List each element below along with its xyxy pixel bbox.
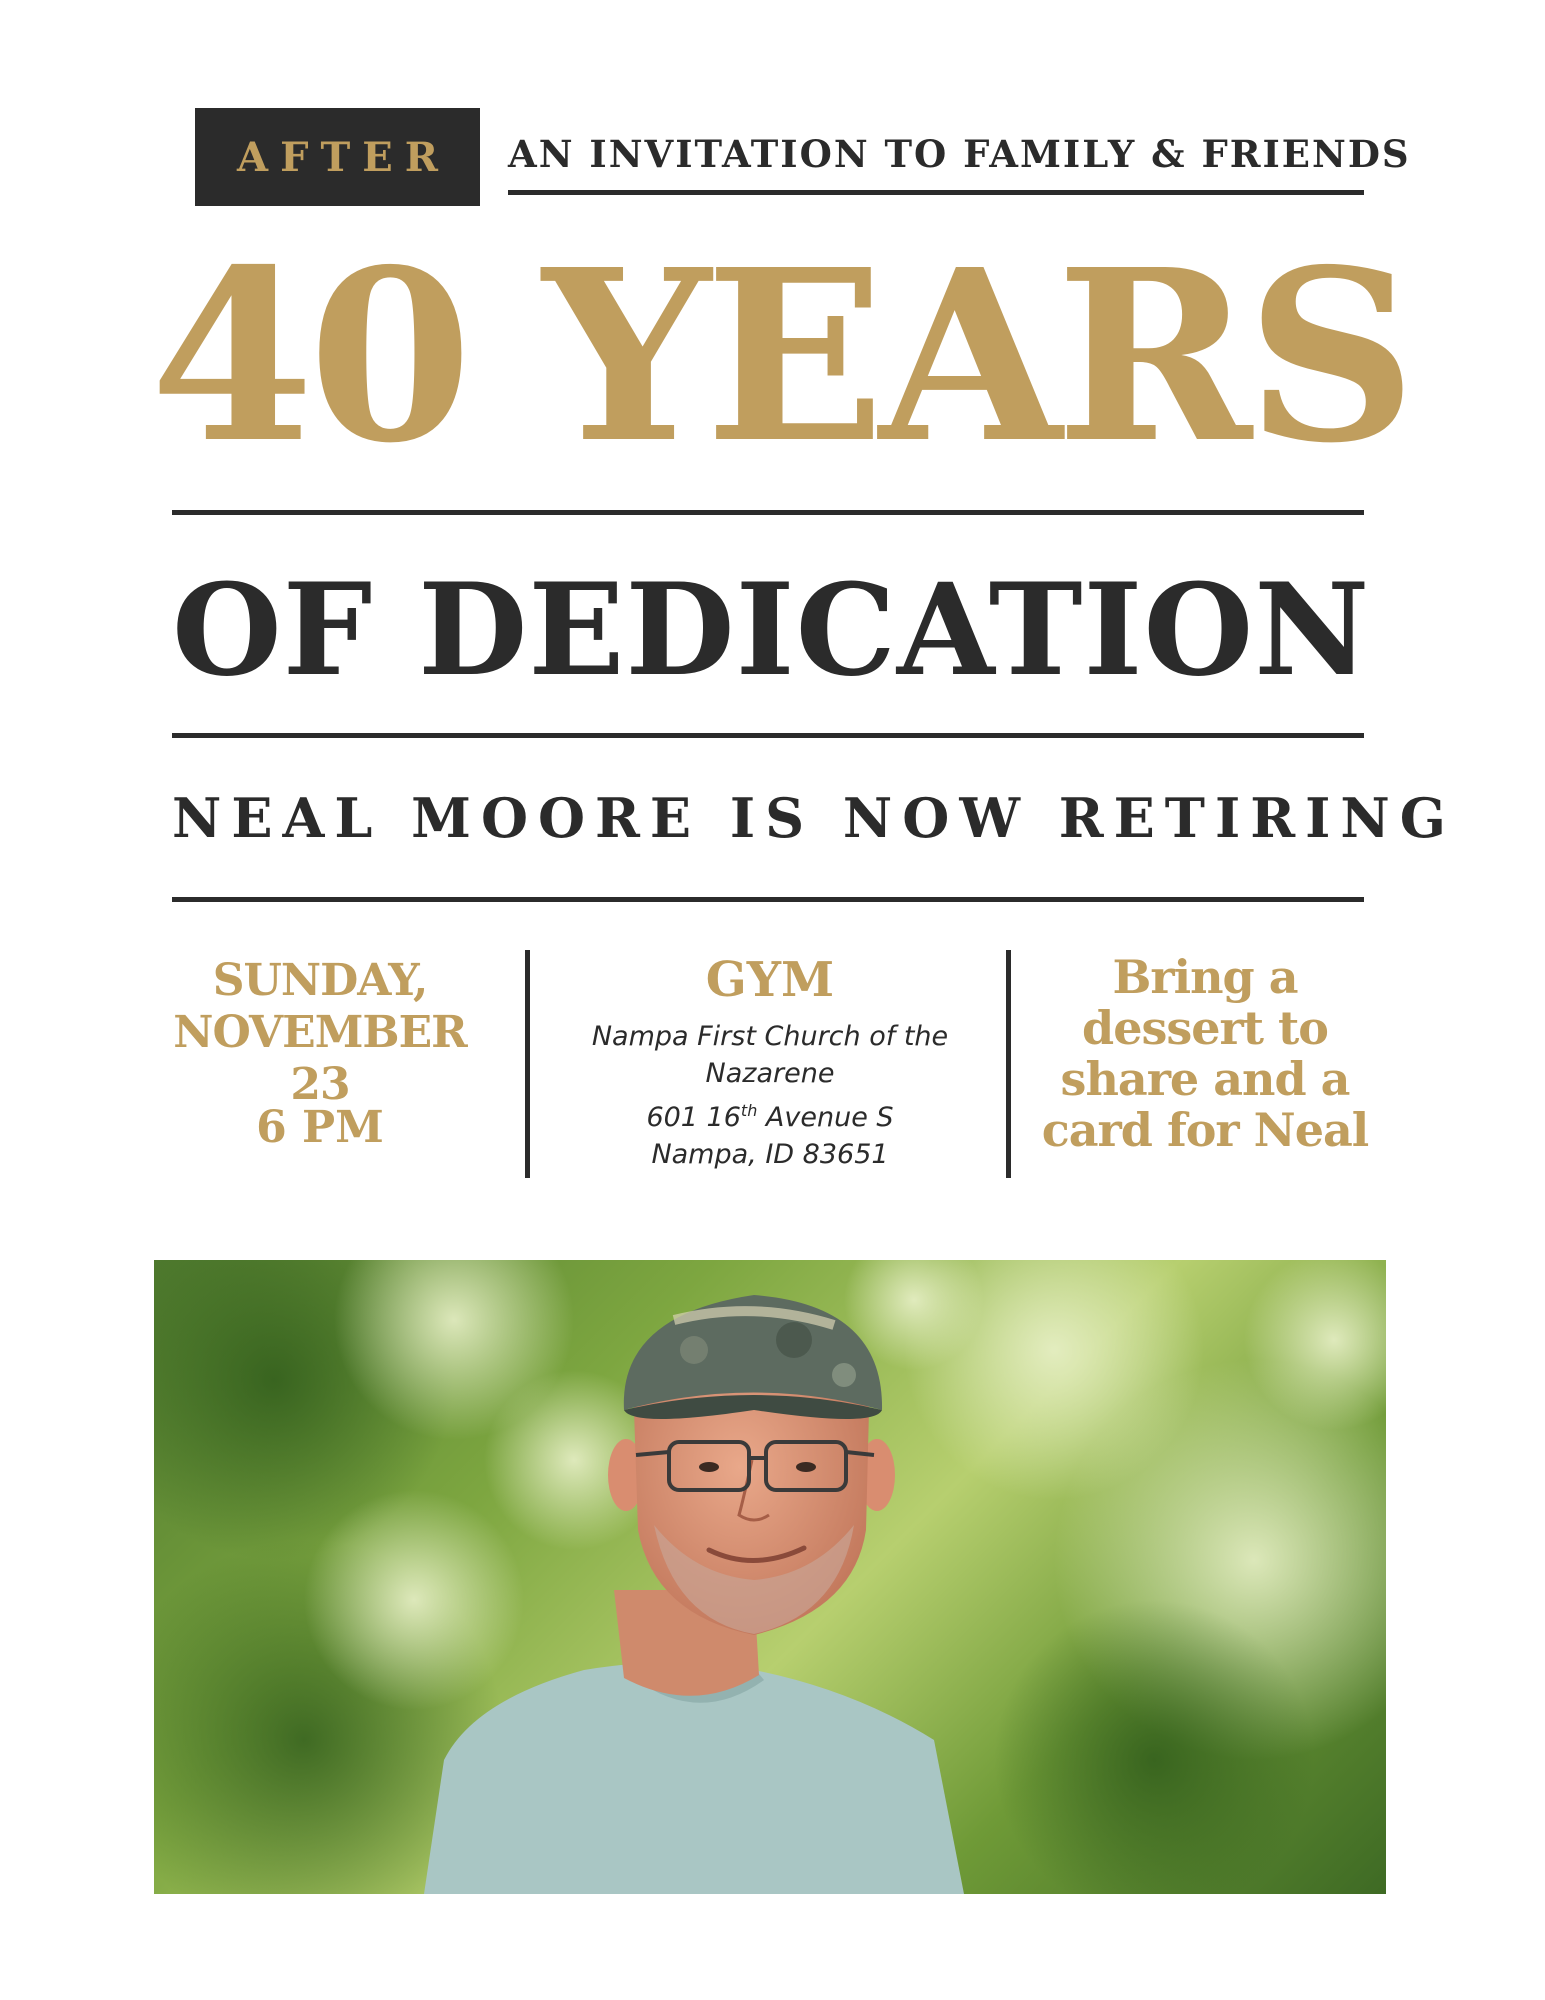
invitation-heading: AN INVITATION TO FAMILY & FRIENDS (508, 132, 1411, 176)
bring-line3: share and a (1060, 1052, 1350, 1106)
address-street-number: 601 16 (646, 1102, 741, 1133)
divider-2 (172, 733, 1364, 738)
main-title: 40 YEARS (150, 217, 1411, 495)
venue-heading: GYM (705, 952, 835, 1008)
bring-note (1030, 952, 1380, 1156)
column-divider-1 (525, 950, 530, 1178)
bring-line2: dessert to (1082, 1001, 1328, 1055)
after-badge (195, 108, 480, 206)
divider-1 (172, 510, 1364, 515)
portrait-illustration (154, 1260, 1386, 1894)
event-date (138, 955, 502, 1111)
portrait-photo (154, 1260, 1386, 1894)
address-line4: Nampa, ID 83651 (651, 1139, 889, 1170)
divider-top (508, 190, 1364, 195)
event-date-line2: NOVEMBER 23 (173, 1007, 467, 1110)
tagline: NEAL MOORE IS NOW RETIRING (172, 786, 1456, 850)
address-ordinal-suffix: th (740, 1101, 758, 1120)
event-date-line1: SUNDAY, (212, 955, 428, 1006)
bring-line4: card for Neal (1041, 1103, 1369, 1157)
venue-address (540, 1018, 1000, 1173)
event-time: 6 PM (256, 1102, 384, 1153)
divider-3 (172, 897, 1364, 902)
address-line2: Nazarene (705, 1058, 835, 1089)
subtitle: OF DEDICATION (172, 556, 1371, 704)
address-line1: Nampa First Church of the (591, 1021, 949, 1052)
bring-line1: Bring a (1112, 950, 1298, 1004)
address-street-name: Avenue S (757, 1102, 894, 1133)
column-divider-2 (1006, 950, 1011, 1178)
address-line3 (540, 1092, 1000, 1136)
after-label: AFTER (237, 133, 450, 181)
